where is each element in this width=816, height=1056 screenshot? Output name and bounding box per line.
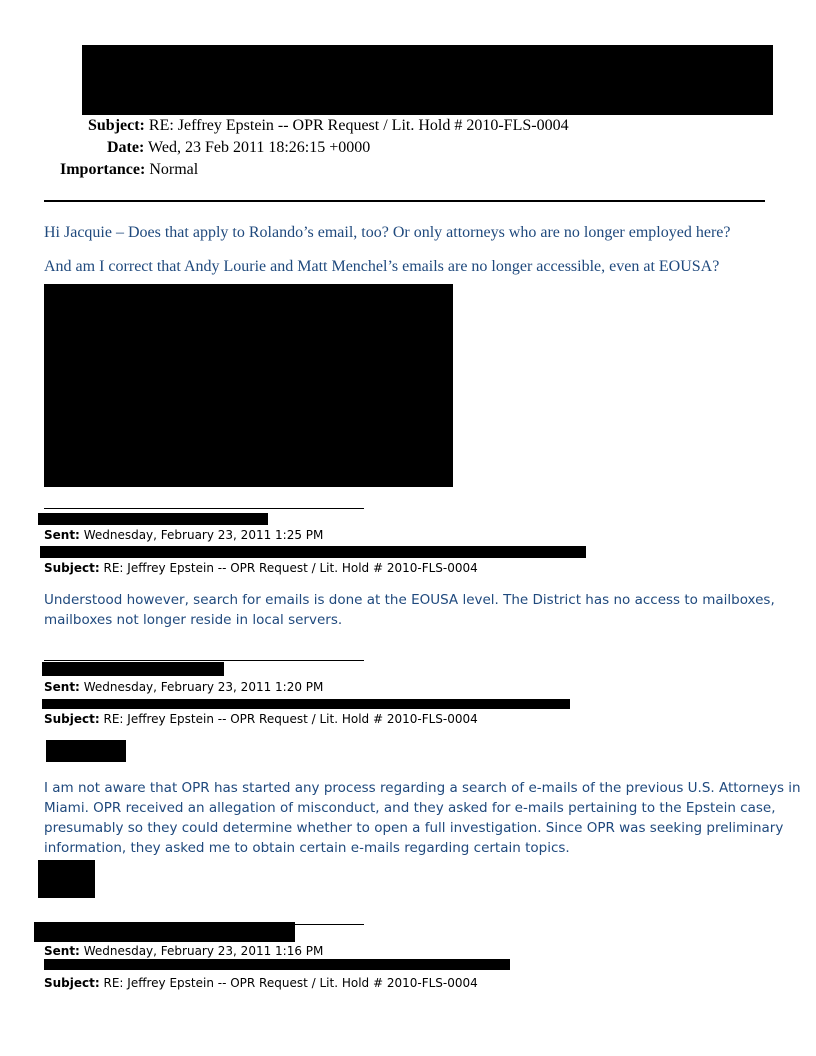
redaction-signature-block bbox=[44, 284, 453, 487]
reply2-body bbox=[44, 778, 801, 858]
reply2-body-line-4: information, they asked me to obtain certain e-mails regarding certain topics. bbox=[44, 840, 570, 856]
redaction-reply2-salutation bbox=[46, 740, 126, 762]
reply1-subject bbox=[44, 561, 478, 576]
reply2-body-line-3: presumably so they could determine whether to open a full investigation. Since OPR was seeking preliminary bbox=[44, 820, 784, 836]
message-line-1: Hi Jacquie – Does that apply to Rolando’s email, too? Or only attorneys who are no longer employed here? bbox=[44, 224, 731, 241]
reply3-subject-label: Subject: bbox=[44, 976, 100, 990]
reply2-sent-value: Wednesday, February 23, 2011 1:20 PM bbox=[83, 680, 324, 694]
reply1-subject-label: Subject: bbox=[44, 561, 100, 575]
reply1-subject-value: RE: Jeffrey Epstein -- OPR Request / Lit. Hold # 2010-FLS-0004 bbox=[103, 561, 478, 575]
reply3-sent-label: Sent: bbox=[44, 944, 80, 958]
reply3-sent bbox=[44, 944, 323, 959]
reply1-body bbox=[44, 590, 784, 630]
message-line-2: And am I correct that Andy Lourie and Matt Menchel’s emails are no longer accessible, even at EOUSA? bbox=[44, 258, 720, 275]
reply3-subject-value: RE: Jeffrey Epstein -- OPR Request / Lit. Hold # 2010-FLS-0004 bbox=[103, 976, 478, 990]
reply2-sent bbox=[44, 680, 323, 695]
redaction-reply3-to bbox=[44, 959, 510, 970]
reply1-separator bbox=[44, 508, 364, 509]
reply1-sent bbox=[44, 528, 323, 543]
reply1-body-line-2: mailboxes not longer reside in local servers. bbox=[44, 612, 343, 628]
reply2-body-line-1: I am not aware that OPR has started any process regarding a search of e-mails of the previous U.S. Attorneys in bbox=[44, 780, 801, 796]
header-date bbox=[107, 138, 370, 158]
header-importance bbox=[60, 160, 198, 180]
reply2-separator bbox=[44, 660, 364, 661]
reply3-sent-value: Wednesday, February 23, 2011 1:16 PM bbox=[83, 944, 324, 958]
redaction-reply2-to bbox=[42, 699, 570, 709]
reply2-subject-value: RE: Jeffrey Epstein -- OPR Request / Lit. Hold # 2010-FLS-0004 bbox=[103, 712, 478, 726]
reply2-sent-label: Sent: bbox=[44, 680, 80, 694]
header-importance-value: Normal bbox=[149, 161, 199, 178]
redaction-header-block bbox=[82, 45, 773, 115]
header-date-value: Wed, 23 Feb 2011 18:26:15 +0000 bbox=[148, 139, 371, 156]
reply1-sent-value: Wednesday, February 23, 2011 1:25 PM bbox=[83, 528, 324, 542]
reply2-body-line-2: Miami. OPR received an allegation of misconduct, and they asked for e-mails pertaining to the Epstein case, bbox=[44, 800, 776, 816]
reply1-sent-label: Sent: bbox=[44, 528, 80, 542]
header-date-label: Date: bbox=[107, 139, 145, 156]
reply3-subject bbox=[44, 976, 478, 991]
reply2-subject bbox=[44, 712, 478, 727]
reply2-subject-label: Subject: bbox=[44, 712, 100, 726]
header-divider bbox=[44, 200, 765, 202]
redaction-reply3-from bbox=[34, 922, 295, 942]
redaction-reply1-from bbox=[38, 513, 268, 525]
redaction-reply2-from bbox=[42, 662, 224, 676]
header-subject-value: RE: Jeffrey Epstein -- OPR Request / Lit. Hold # 2010-FLS-0004 bbox=[148, 117, 569, 134]
redaction-reply2-signature bbox=[38, 860, 95, 898]
header-importance-label: Importance: bbox=[60, 161, 146, 178]
header-subject-label: Subject: bbox=[88, 117, 145, 134]
reply1-body-line-1: Understood however, search for emails is done at the EOUSA level. The District has no access to mailboxes, bbox=[44, 592, 775, 608]
header-subject bbox=[88, 116, 569, 136]
redaction-reply1-to bbox=[40, 546, 586, 558]
